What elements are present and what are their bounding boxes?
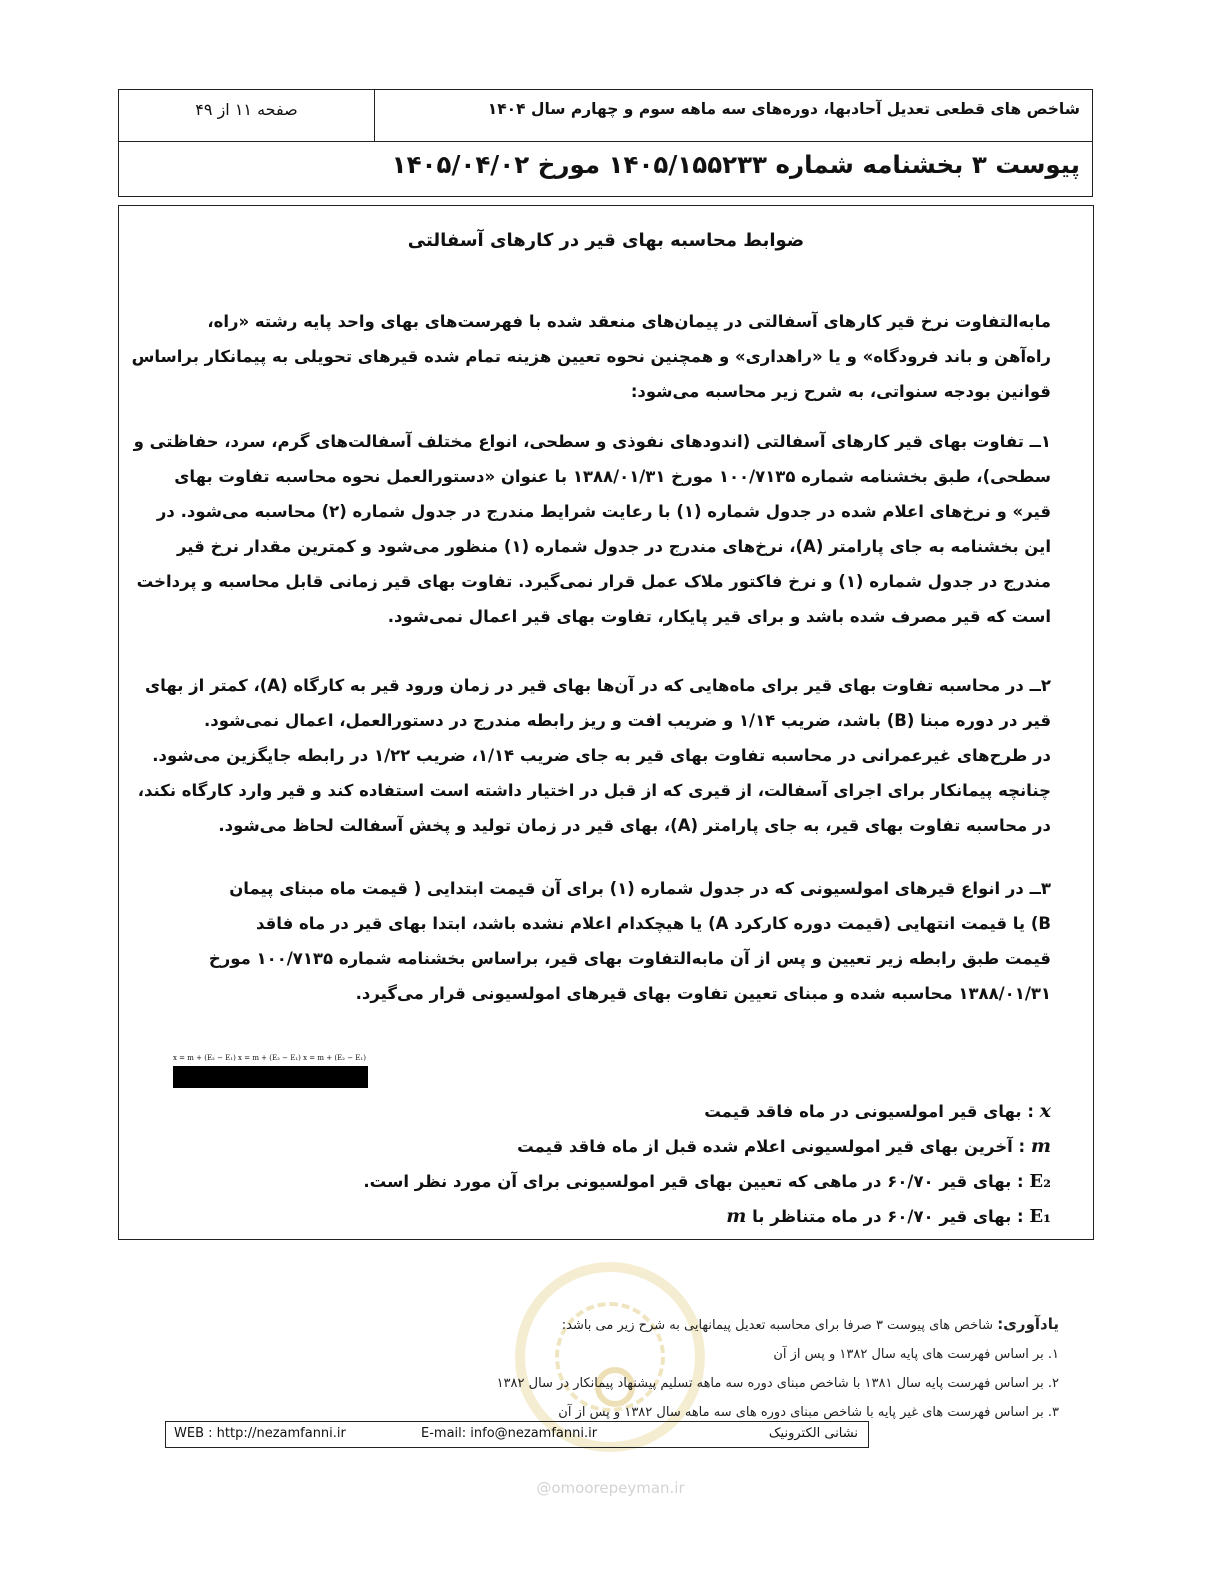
variable-description: : آخرین بهای قیر امولسیونی اعلام شده قبل از ماه فاقد قیمت bbox=[517, 1137, 1031, 1156]
text-line: سطحی)، طبق بخشنامه شماره ۱۰۰/۷۱۳۵ مورخ ۱۳۸۸/۰۱/۳۱ با عنوان «دستورالعمل نحوه محاسبه تفاوت بهای bbox=[174, 467, 1051, 486]
text-line: این بخشنامه به جای پارامتر (A)، نرخ‌های مندرج در جدول شماره (۱) منظور می‌شود و کمترین مقدار نرخ قیر bbox=[177, 537, 1051, 556]
note-heading-line bbox=[159, 1310, 1059, 1340]
variable-row bbox=[351, 1129, 1051, 1164]
variable-description: : بهای قیر ۶۰/۷۰ در ماه متناظر با bbox=[746, 1207, 1030, 1226]
appendix-title: پیوست ۳ بخشنامه شماره ۱۴۰۵/۱۵۵۲۳۳ مورخ ۱۴۰۵/۰۴/۰۲ bbox=[391, 150, 1080, 179]
variable-row bbox=[351, 1199, 1051, 1234]
text-line: در طرح‌های غیرعمرانی در محاسبه تفاوت بهای قیر به جای ضریب ۱/۱۴، ضریب ۱/۲۲ در رابطه جایگزین می‌شود. bbox=[152, 746, 1051, 765]
text-line: ۱۳۸۸/۰۱/۳۱ محاسبه شده و مبنای تعیین تفاوت بهای قیرهای امولسیونی قرار می‌گیرد. bbox=[355, 984, 1051, 1003]
text-line: B) یا قیمت انتهایی (قیمت دوره کارکرد A) یا هیچکدام اعلام نشده باشد، ابتدا بهای قیر در ماه فاقد bbox=[255, 914, 1051, 933]
text-line: مندرج در جدول شماره (۱) و نرخ فاکتور ملاک عمل قرار نمی‌گیرد. تفاوت بهای قیر زمانی قابل محاسبه و پرداخت bbox=[136, 572, 1051, 591]
variable-row bbox=[351, 1094, 1051, 1129]
content-box bbox=[118, 205, 1094, 1240]
text-line: ۱ــ تفاوت بهای قیر کارهای آسفالتی (اندودهای نفوذی و سطحی، انواع مختلف آسفالت‌های گرم، سرد، حفاظتی و bbox=[133, 432, 1051, 451]
formula-redaction-bar bbox=[173, 1066, 368, 1088]
variable-symbol: E₁ bbox=[1029, 1206, 1051, 1227]
text-line: قیمت طبق رابطه زیر تعیین و پس از آن مابه‌التفاوت بهای قیر، براساس بخشنامه شماره ۱۰۰/۷۱۳۵ مورخ bbox=[208, 949, 1051, 968]
formula-text: x = m + (E₂ − E₁) x = m + (E₂ − E₁) x = m + (E₂ − E₁) bbox=[173, 1054, 366, 1062]
note-item: ۲. بر اساس فهرست پایه سال ۱۳۸۱ با شاخص مبنای دوره سه ماهه تسلیم پیشنهاد پیمانکار در سال ۱۳۸۲ bbox=[496, 1376, 1059, 1391]
text-line: قیر» و نرخ‌های اعلام شده در جدول شماره (۱) با رعایت شرایط مندرج در جدول شماره (۲) محاسبه می‌شود. در bbox=[156, 502, 1051, 521]
clause-1-paragraph bbox=[133, 424, 1051, 634]
site-watermark: @omoorepeyman.ir bbox=[536, 1479, 685, 1497]
header-divider bbox=[374, 90, 375, 141]
clause-2-paragraph bbox=[137, 668, 1051, 843]
website-link[interactable]: WEB : http://nezamfanni.ir bbox=[174, 1426, 346, 1441]
text-line: راه‌آهن و باند فرودگاه» و یا «راهداری» و همچنین نحوه تعیین هزینه تمام شده قیرهای تحویلی به پیمانکار براساس bbox=[131, 347, 1051, 366]
variable-symbol: x bbox=[1039, 1100, 1051, 1122]
email-link[interactable]: E-mail: info@nezamfanni.ir bbox=[421, 1426, 598, 1441]
note-label: یادآوری: bbox=[997, 1315, 1059, 1333]
reminder-note bbox=[159, 1310, 1059, 1427]
text-line: است که قیر مصرف شده باشد و برای قیر پایکار، تفاوت بهای قیر اعمال نمی‌شود. bbox=[387, 607, 1051, 626]
formula-image bbox=[173, 1054, 368, 1088]
text-line: ۳ــ در انواع قیرهای امولسیونی که در جدول شماره (۱) برای آن قیمت ابتدایی ( قیمت ماه مبنای پیمان bbox=[229, 879, 1051, 898]
variable-definitions bbox=[351, 1094, 1051, 1234]
variable-symbol: E₂ bbox=[1029, 1171, 1051, 1192]
text-line: مابه‌التفاوت نرخ قیر کارهای آسفالتی در پیمان‌های منعقد شده با فهرست‌های بهای واحد پایه رشته «راه، bbox=[207, 312, 1051, 331]
variable-symbol: m bbox=[1030, 1135, 1051, 1157]
header-table bbox=[118, 89, 1093, 197]
note-item: ۱. بر اساس فهرست های پایه سال ۱۳۸۲ و پس از آن bbox=[773, 1347, 1059, 1362]
note-item: ۳. بر اساس فهرست های غیر پایه با شاخص مبنای دوره های سه ماهه سال ۱۳۸۲ و پس از آن bbox=[558, 1405, 1059, 1420]
text-line: چنانچه پیمانکار برای اجرای آسفالت، از قیری که از قبل در اختیار داشته است استفاده کند و قیر وارد کارگاه نکند، bbox=[137, 781, 1051, 800]
contact-label: نشانی الکترونیک bbox=[768, 1426, 858, 1441]
text-line: در محاسبه تفاوت بهای قیر، به جای پارامتر (A)، بهای قیر در زمان تولید و پخش آسفالت لحاظ می‌شود. bbox=[218, 816, 1051, 835]
text-line: قیر در دوره مبنا (B) باشد، ضریب ۱/۱۴ و ضریب افت و ریز رابطه مندرج در دستورالعمل، اعمال نمی‌شود. bbox=[203, 711, 1051, 730]
header-row-top bbox=[119, 90, 1092, 142]
variable-row bbox=[351, 1164, 1051, 1199]
note-text: شاخص های پیوست ۳ صرفا برای محاسبه تعدیل پیمانهایی به شرح زیر می باشد: bbox=[561, 1318, 998, 1333]
variable-description: : بهای قیر ۶۰/۷۰ در ماهی که تعیین بهای قیر امولسیونی برای آن مورد نظر است. bbox=[363, 1172, 1030, 1191]
document-series-title: شاخص های قطعی تعدیل آحادبها، دوره‌های سه ماهه سوم و چهارم سال ۱۴۰۴ bbox=[487, 100, 1080, 118]
text-line: قوانین بودجه سنواتی، به شرح زیر محاسبه می‌شود: bbox=[630, 382, 1051, 401]
contact-footer bbox=[165, 1421, 869, 1448]
text-line: ۲ــ در محاسبه تفاوت بهای قیر برای ماه‌هایی که در آن‌ها بهای قیر در زمان ورود قیر به کارگاه (A)، کمتر از بهای bbox=[145, 676, 1051, 695]
section-title: ضوابط محاسبه بهای قیر در کارهای آسفالتی bbox=[407, 230, 805, 251]
intro-paragraph bbox=[131, 304, 1051, 409]
clause-3-paragraph bbox=[173, 871, 1051, 1011]
page-number: صفحه ۱۱ از ۴۹ bbox=[195, 100, 298, 119]
variable-description: : بهای قیر امولسیونی در ماه فاقد قیمت bbox=[704, 1102, 1040, 1121]
variable-symbol: m bbox=[726, 1205, 747, 1227]
